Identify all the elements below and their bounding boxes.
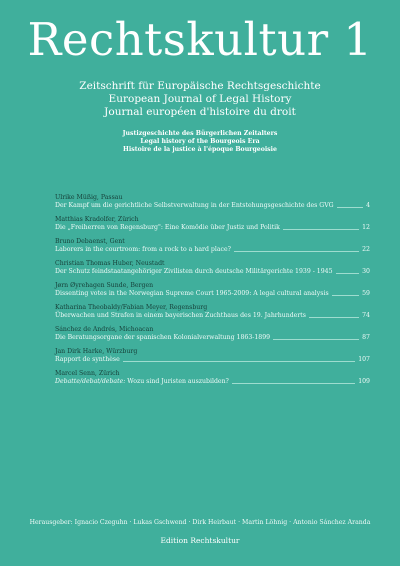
publisher-name: Edition Rechtskultur — [160, 536, 240, 545]
toc-page-number: 74 — [362, 312, 370, 319]
toc-line — [55, 334, 370, 342]
toc-leader-rule — [234, 251, 359, 252]
toc-author: Bruno Debaenst, Gent — [55, 238, 125, 245]
toc-author: Sánchez de Andrés, Michoacan — [55, 326, 154, 333]
toc-page-number: 22 — [362, 246, 370, 253]
toc-leader-rule — [309, 317, 359, 318]
toc-leader-rule — [232, 383, 355, 384]
toc-entry — [55, 282, 370, 298]
toc-line — [55, 378, 370, 386]
toc-title: Rapport de synthèse — [55, 356, 120, 363]
toc-leader-rule — [336, 273, 360, 274]
toc-title: Die „Freiherren von Regensburg": Eine Komödie über Justiz und Politik — [55, 224, 280, 231]
toc-page-number: 59 — [362, 290, 370, 297]
toc-leader-rule — [123, 361, 355, 362]
toc-title-italic: Debatte/debat/debate: — [55, 378, 126, 385]
toc-title: Der Kampf um die gerichtliche Selbstverwaltung in der Entstehungsgeschichte des GVG — [55, 202, 334, 209]
toc-line — [55, 290, 370, 298]
journal-title: Rechtskultur 1 — [27, 13, 373, 66]
toc-entry — [55, 260, 370, 276]
toc-author: Ulrike Müßig, Passau — [55, 194, 123, 201]
editors-line: Herausgeber: Ignacio Czeguhn · Lukas Gschwend · Dirk Heirbaut · Martin Löhnig · Antonio Sánchez Aranda — [29, 519, 371, 526]
toc-author: Jørn Øyrehagen Sunde, Bergen — [55, 282, 154, 289]
toc-leader-rule — [337, 207, 363, 208]
toc-line — [55, 356, 370, 364]
issue-topic — [0, 130, 400, 154]
toc-page-number: 4 — [366, 202, 370, 209]
toc-page-number: 109 — [358, 378, 370, 385]
toc-title: Überwachen und Strafen in einem bayerischen Zuchthaus des 19. Jahrhunderts — [55, 312, 306, 319]
toc-entry — [55, 238, 370, 254]
toc-line — [55, 246, 370, 254]
toc-title: Die Beratungsorgane der spanischen Kolonialverwaltung 1863-1899 — [55, 334, 271, 341]
toc-page-number: 87 — [362, 334, 370, 341]
toc-line — [55, 312, 370, 320]
toc-page-number: 30 — [362, 268, 370, 275]
toc-author: Matthias Kradolfer, Zürich — [55, 216, 139, 223]
toc-title: Dissenting votes in the Norwegian Supreme Court 1965-2009: A legal cultural analysis — [55, 290, 329, 297]
journal-subtitles — [0, 80, 400, 119]
toc-title: Laborers in the courtroom: from a rock to a hard place? — [55, 246, 231, 253]
toc-author: Christian Thomas Huber, Neustadt — [55, 260, 165, 267]
toc-title: Wozu sind Juristen auszubilden? — [125, 378, 229, 385]
toc-leader-rule — [283, 229, 359, 230]
toc-entry — [55, 194, 370, 210]
toc-entry — [55, 370, 370, 386]
toc-line — [55, 268, 370, 276]
toc-page-number: 107 — [358, 356, 370, 363]
toc-author: Marcel Senn, Zürich — [55, 370, 120, 377]
toc-leader-rule — [332, 295, 360, 296]
toc-entry — [55, 326, 370, 342]
toc-line — [55, 202, 370, 210]
toc-entry — [55, 216, 370, 232]
toc-entry — [55, 304, 370, 320]
toc-author: Jan Dirk Harke, Würzburg — [55, 348, 138, 355]
toc-entry — [55, 348, 370, 364]
subtitle-german: Zeitschrift für Europäische Rechtsgeschichte — [79, 80, 321, 92]
toc-page-number: 12 — [362, 224, 370, 231]
table-of-contents — [55, 194, 370, 392]
topic-english: Legal history of the Bourgeois Era — [140, 138, 260, 145]
toc-title: Der Schutz feindstaatangehöriger Zivilisten durch deutsche Militärgerichte 1939 - 1945 — [55, 268, 333, 275]
subtitle-english: European Journal of Legal History — [108, 93, 292, 105]
topic-french: Histoire de la justice à l'époque Bourgeoisie — [123, 146, 277, 153]
toc-leader-rule — [273, 339, 359, 340]
toc-line — [55, 224, 370, 232]
subtitle-french: Journal européen d'histoire du droit — [104, 106, 296, 118]
topic-german: Justizgeschichte des Bürgerlichen Zeitalters — [122, 130, 278, 137]
toc-author: Katharina Theobaldy/Fabian Meyer, Regensburg — [55, 304, 208, 311]
